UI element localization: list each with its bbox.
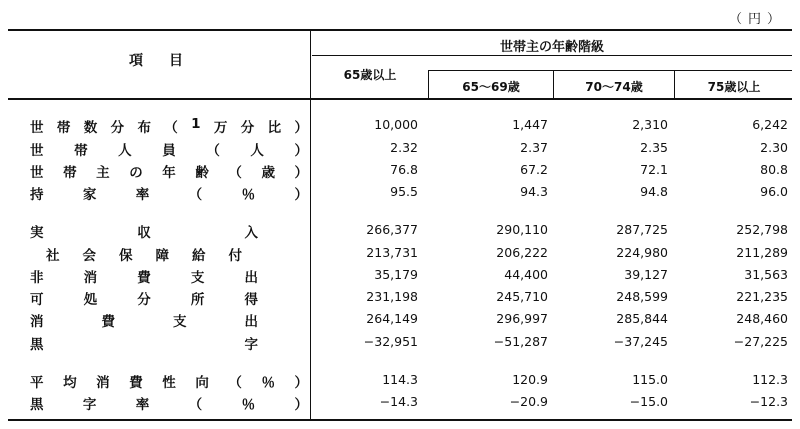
cell-value: 248,460: [736, 311, 788, 326]
cell-value: 44,400: [504, 267, 548, 282]
item-header: 項 目: [129, 53, 189, 69]
col-divider-2: [553, 70, 554, 100]
cell-value: 120.9: [512, 372, 548, 387]
cell-value: 252,798: [736, 222, 788, 237]
cell-value: 67.2: [520, 162, 548, 177]
column-header-75-plus: 75歳以上: [707, 80, 761, 94]
column-header-all: 65歳以上: [343, 68, 397, 82]
cell-value: 72.1: [640, 162, 668, 177]
row-label: 実 収 入: [30, 225, 258, 241]
table-row: [8, 218, 792, 240]
cell-value: 80.8: [760, 162, 788, 177]
cell-value: 211,289: [736, 245, 788, 260]
cell-value: 206,222: [496, 245, 548, 260]
cell-value: −12.3: [749, 394, 788, 409]
cell-value: 94.3: [520, 184, 548, 199]
table-row: [8, 113, 792, 135]
row-label: 世 帯 数 分 布 （ 1 万 分 比 ）: [30, 116, 308, 136]
cell-value: 6,242: [752, 117, 788, 132]
table-row: [8, 330, 792, 352]
unit-label: （円）: [728, 12, 786, 27]
cell-value: 224,980: [616, 245, 668, 260]
table-bottom-rule: [8, 419, 792, 421]
cell-value: 1,447: [512, 117, 548, 132]
age-group-header: 世帯主の年齢階級: [499, 40, 604, 55]
group-underline: [312, 55, 792, 56]
cell-value: 10,000: [374, 117, 418, 132]
cell-value: 2.32: [390, 140, 418, 155]
table-row: [8, 241, 792, 263]
cell-value: −32,951: [363, 334, 418, 349]
cell-value: 285,844: [616, 311, 668, 326]
row-label: 持 家 率 （ ％ ）: [30, 187, 308, 203]
cell-value: 112.3: [752, 372, 788, 387]
cell-value: 2.30: [760, 140, 788, 155]
subhead-rule: [428, 70, 792, 71]
cell-value: −51,287: [493, 334, 548, 349]
row-label: 消 費 支 出: [30, 314, 258, 330]
cell-value: 290,110: [496, 222, 548, 237]
table-row: [8, 136, 792, 158]
row-label: 社 会 保 障 給 付: [46, 248, 242, 264]
cell-value: 296,997: [496, 311, 548, 326]
table-top-rule: [8, 29, 792, 31]
cell-value: −15.0: [629, 394, 668, 409]
row-label: 黒 字: [30, 337, 258, 353]
table-row: [8, 180, 792, 202]
cell-value: 287,725: [616, 222, 668, 237]
table-row: [8, 263, 792, 285]
row-label: 可 処 分 所 得: [30, 292, 258, 308]
row-label: 平 均 消 費 性 向 （ ％ ）: [30, 375, 308, 391]
cell-value: 31,563: [744, 267, 788, 282]
row-label: 非 消 費 支 出: [30, 270, 258, 286]
cell-value: 115.0: [632, 372, 668, 387]
cell-value: 95.5: [390, 184, 418, 199]
cell-value: 76.8: [390, 162, 418, 177]
cell-value: 35,179: [374, 267, 418, 282]
table-row: [8, 390, 792, 412]
table-row: [8, 285, 792, 307]
cell-value: 245,710: [496, 289, 548, 304]
cell-value: 231,198: [366, 289, 418, 304]
cell-value: 264,149: [366, 311, 418, 326]
table-row: [8, 307, 792, 329]
row-label: 黒 字 率 （ ％ ）: [30, 397, 308, 413]
cell-value: 2.37: [520, 140, 548, 155]
cell-value: −14.3: [379, 394, 418, 409]
cell-value: 96.0: [760, 184, 788, 199]
cell-value: 39,127: [624, 267, 668, 282]
cell-value: 94.8: [640, 184, 668, 199]
table-row: [8, 368, 792, 390]
col-divider-3: [674, 70, 675, 100]
cell-value: −27,225: [733, 334, 788, 349]
column-header-65-69: 65～69歳: [462, 80, 520, 94]
cell-value: 2.35: [640, 140, 668, 155]
row-label: 世 帯 主 の 年 齢 （ 歳 ）: [30, 165, 308, 181]
cell-value: −20.9: [509, 394, 548, 409]
row-label: 世 帯 人 員 （ 人 ）: [30, 143, 308, 159]
cell-value: 266,377: [366, 222, 418, 237]
cell-value: 248,599: [616, 289, 668, 304]
cell-value: 213,731: [366, 245, 418, 260]
cell-value: 221,235: [736, 289, 788, 304]
cell-value: 2,310: [632, 117, 668, 132]
col-divider-1: [428, 70, 429, 100]
cell-value: −37,245: [613, 334, 668, 349]
table-row: [8, 158, 792, 180]
column-header-70-74: 70～74歳: [585, 80, 643, 94]
cell-value: 114.3: [382, 372, 418, 387]
